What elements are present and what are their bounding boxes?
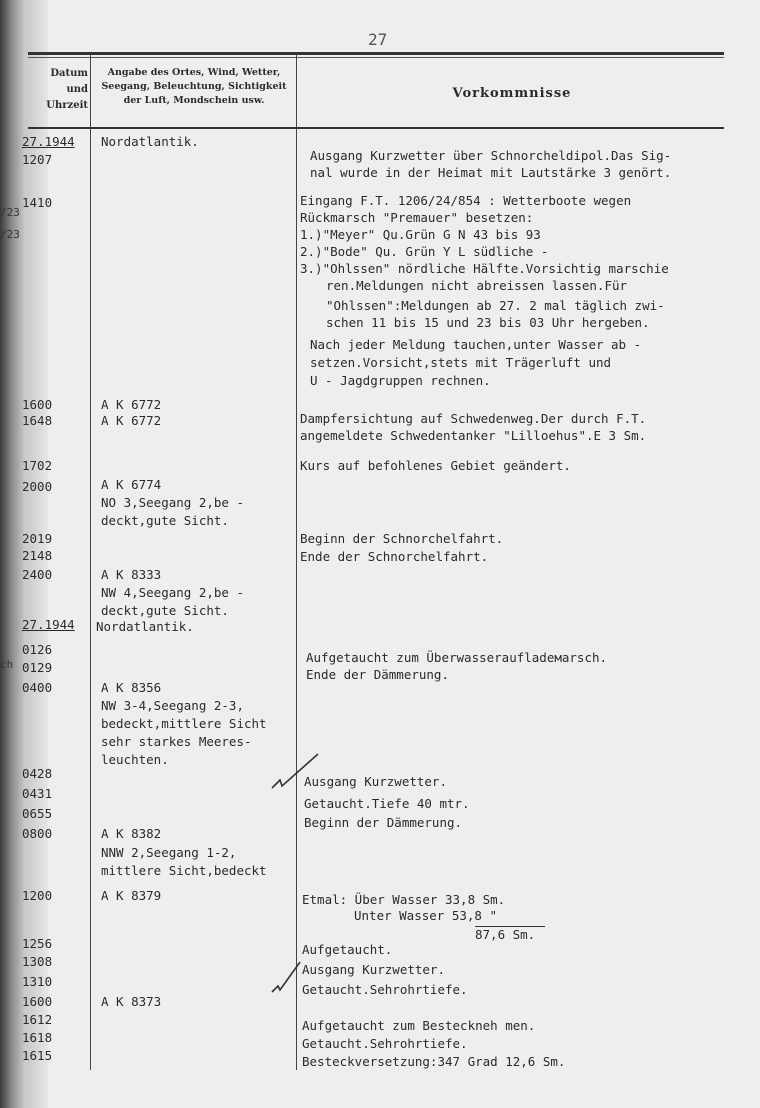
header-date-time	[30, 66, 88, 114]
time-entry: 1310	[22, 974, 53, 989]
margin-note: ch	[0, 658, 14, 671]
event-line: Getaucht.Sehrohrtiefe.	[302, 1036, 468, 1051]
header-col2-line: Seegang, Beleuchtung, Sichtigkeit	[101, 81, 287, 92]
header-col2-line: Angabe des Ortes, Wind, Wetter,	[107, 67, 281, 78]
time-entry: 0800	[22, 826, 53, 841]
weather-entry: bedeckt,mittlere Sicht	[101, 716, 267, 731]
column-divider-2	[296, 54, 297, 1070]
location-entry: A K 8373	[101, 994, 162, 1009]
weather-entry: NO 3,Seegang 2,be -	[101, 495, 244, 510]
event-line: Nach jeder Meldung tauchen,unter Wasser ab -	[310, 337, 642, 352]
etmal-line: Etmal: Über Wasser 33,8 Sm.	[302, 892, 506, 907]
event-line: ren.Meldungen nicht abreissen lassen.Für	[326, 278, 628, 293]
event-line: Besteckversetzung:347 Grad 12,6 Sm.	[302, 1054, 566, 1069]
etmal-total: 87,6 Sm.	[475, 926, 545, 943]
time-entry: 1410	[22, 195, 53, 210]
time-entry: 2019	[22, 531, 53, 546]
top-rule-thin	[28, 57, 724, 58]
weather-entry: NNW 2,Seegang 1-2,	[101, 845, 237, 860]
margin-note: /23	[0, 228, 20, 241]
location-entry: Nordatlantik.	[96, 619, 194, 634]
weather-entry: NW 3-4,Seegang 2-3,	[101, 698, 244, 713]
location-entry: A K 8356	[101, 680, 162, 695]
event-line: setzen.Vorsicht,stets mit Trägerluft und	[310, 355, 612, 370]
event-line: Ausgang Kurzwetter.	[304, 774, 447, 789]
location-entry: A K 8333	[101, 567, 162, 582]
top-rule	[28, 52, 724, 55]
event-line: Getaucht.Tiefe 40 mtr.	[304, 796, 470, 811]
weather-entry: NW 4,Seegang 2,be -	[101, 585, 244, 600]
event-line: Ausgang Kurzwetter über Schnorcheldipol.Das Sig-	[310, 148, 672, 163]
event-line: Dampfersichtung auf Schwedenweg.Der durch F.T.	[300, 411, 647, 426]
time-entry: 0428	[22, 766, 53, 781]
header-col1-line: und	[66, 84, 88, 95]
event-line: Aufgetaucht zum Überwasseraufladeмarsch.	[306, 650, 608, 665]
time-entry: 1612	[22, 1012, 53, 1027]
time-entry: 1308	[22, 954, 53, 969]
location-entry: A K 8382	[101, 826, 162, 841]
event-line: 1.)"Meyer" Qu.Grün G N 43 bis 93	[300, 227, 541, 242]
event-line: Beginn der Dämmerung.	[304, 815, 463, 830]
event-line: 3.)"Ohlssen" nördliche Hälfte.Vorsichtig marschie	[300, 261, 669, 276]
time-entry: 0655	[22, 806, 53, 821]
event-line: Ende der Dämmerung.	[306, 667, 449, 682]
time-entry: 2400	[22, 567, 53, 582]
event-line: U - Jagdgruppen rechnen.	[310, 373, 491, 388]
event-line: Aufgetaucht zum Besteckneh men.	[302, 1018, 536, 1033]
etmal-line: Unter Wasser 53,8 "	[354, 908, 497, 923]
location-entry: A K 8379	[101, 888, 162, 903]
event-line: Ende der Schnorchelfahrt.	[300, 549, 489, 564]
event-line: Beginn der Schnorchelfahrt.	[300, 531, 504, 546]
column-divider-1	[90, 54, 91, 1070]
event-line: Aufgetaucht.	[302, 942, 393, 957]
weather-entry: deckt,gute Sicht.	[101, 513, 229, 528]
weather-entry: leuchten.	[101, 752, 169, 767]
event-line: Rückmarsch "Premauer" besetzen:	[300, 210, 534, 225]
header-rule	[28, 127, 724, 129]
event-line: Ausgang Kurzwetter.	[302, 962, 445, 977]
time-entry: 2000	[22, 479, 53, 494]
page-number: 27	[368, 30, 388, 49]
event-line: nal wurde in der Heimat mit Lautstärke 3 genört.	[310, 165, 672, 180]
time-entry: 1256	[22, 936, 53, 951]
time-entry: 1200	[22, 888, 53, 903]
header-events: Vorkommnisse	[452, 86, 572, 101]
header-location-weather	[94, 66, 294, 108]
time-entry: 1618	[22, 1030, 53, 1045]
event-line: "Ohlssen":Meldungen ab 27. 2 mal täglich zwi-	[326, 298, 665, 313]
time-entry: 0126	[22, 642, 53, 657]
time-entry: 2148	[22, 548, 53, 563]
time-entry: 0129	[22, 660, 53, 675]
event-line: angemeldete Schwedentanker "Lilloehus".E 3 Sm.	[300, 428, 647, 443]
location-entry: A K 6772	[101, 413, 162, 428]
time-entry: 1600	[22, 397, 53, 412]
check-mark-icon	[270, 752, 320, 792]
date-entry: 27.1944	[22, 617, 75, 632]
event-line: Kurs auf befohlenes Gebiet geändert.	[300, 458, 571, 473]
margin-note: /23	[0, 206, 20, 219]
event-line: schen 11 bis 15 und 23 bis 03 Uhr hergeben.	[326, 315, 650, 330]
header-col2-line: der Luft, Mondschein usw.	[123, 95, 265, 106]
time-entry: 1600	[22, 994, 53, 1009]
header-col1-line: Datum	[50, 68, 88, 79]
date-entry: 27.1944	[22, 134, 75, 149]
location-entry: A K 6774	[101, 477, 162, 492]
weather-entry: deckt,gute Sicht.	[101, 603, 229, 618]
time-entry: 0431	[22, 786, 53, 801]
check-mark-icon	[270, 956, 320, 996]
event-line: Eingang F.T. 1206/24/854 : Wetterboote wegen	[300, 193, 632, 208]
header-col1-line: Uhrzeit	[46, 100, 88, 111]
time-entry: 1702	[22, 458, 53, 473]
time-entry: 1648	[22, 413, 53, 428]
event-line: 2.)"Bode" Qu. Grün Y L südliche -	[300, 244, 549, 259]
weather-entry: sehr starkes Meeres-	[101, 734, 252, 749]
time-entry: 1615	[22, 1048, 53, 1063]
time-entry: 0400	[22, 680, 53, 695]
location-entry: Nordatlantik.	[101, 134, 199, 149]
weather-entry: mittlere Sicht,bedeckt	[101, 863, 267, 878]
time-entry: 1207	[22, 152, 53, 167]
location-entry: A K 6772	[101, 397, 162, 412]
event-line: Getaucht.Sehrohrtiefe.	[302, 982, 468, 997]
